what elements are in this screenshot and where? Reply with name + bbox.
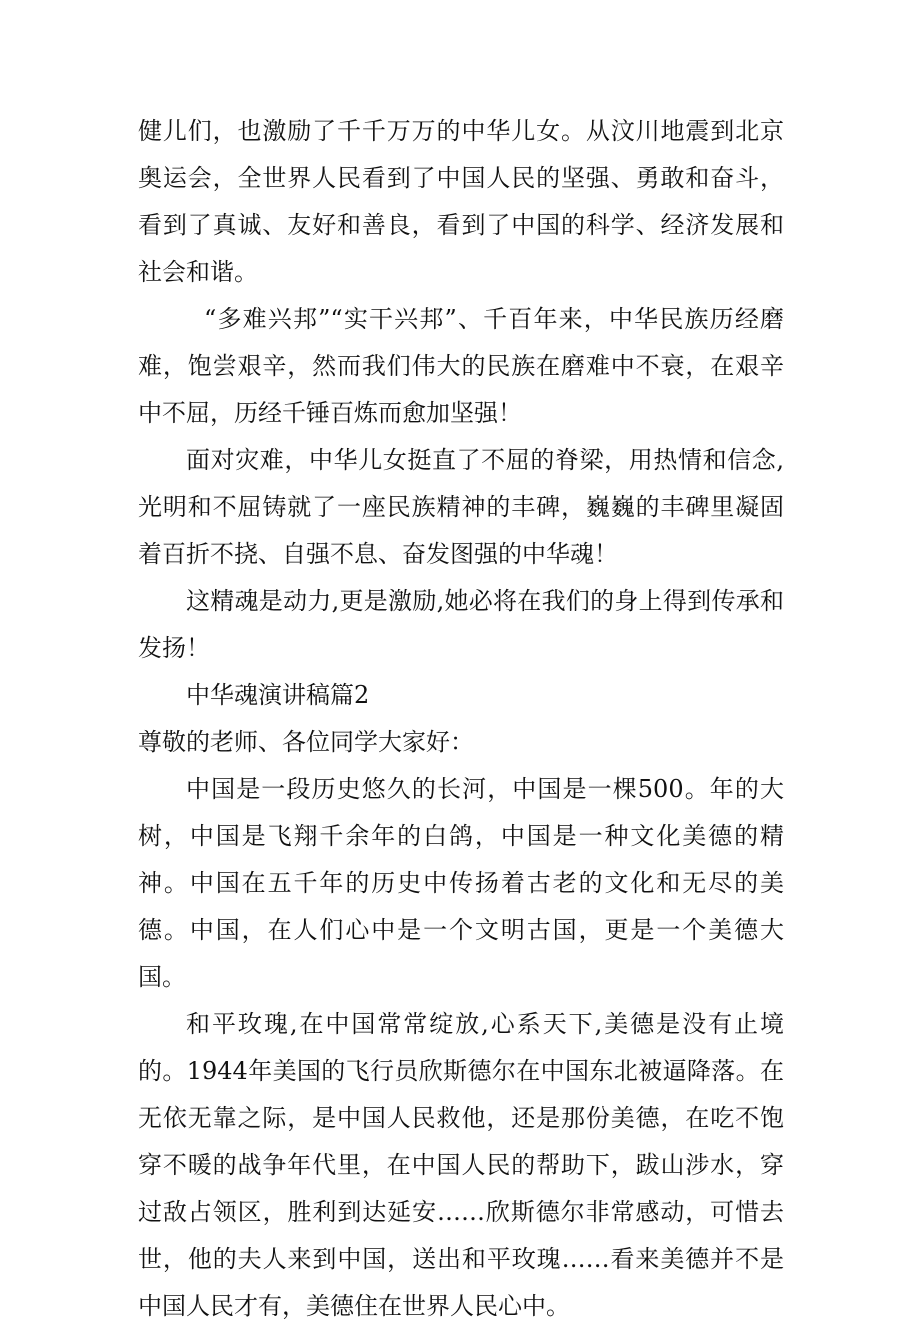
- paragraph-continuation: 健儿们，也激励了千千万万的中华儿女。从汶川地震到北京奥运会，全世界人民看到了中国人民的坚强、勇敢和奋斗，看到了真诚、友好和善良，看到了中国的科学、经济发展和社会和谐。: [138, 117, 784, 286]
- paragraph-duonan-xingbang: “多难兴邦”“实干兴邦”、千百年来，中华民族历经磨难，饱尝艰辛，然而我们伟大的民族在磨难中不衰，在艰辛中不屈，历经千锤百炼而愈加坚强！: [138, 305, 784, 427]
- paragraph-china-river: 中国是一段历史悠久的长河，中国是一棵500。年的大树，中国是飞翔千余年的白鸽，中国是一种文化美德的精神。中国在五千年的历史中传扬着古老的文化和无尽的美德。中国，在人们心中是一个文明古国，更是一个美德大国。: [138, 775, 784, 991]
- section-heading: 中华魂演讲稿篇2: [186, 681, 370, 709]
- document-body: [138, 108, 784, 1330]
- salutation: 尊敬的老师、各位同学大家好：: [138, 728, 474, 756]
- paragraph-spirit-motivation: 这精魂是动力,更是激励,她必将在我们的身上得到传承和发扬！: [138, 587, 784, 662]
- paragraph-peace-rose: 和平玫瑰,在中国常常绽放,心系天下,美德是没有止境的。1944年美国的飞行员欣斯德尔在中国东北被逼降落。在无依无靠之际，是中国人民救他，还是那份美德，在吃不饱穿不暖的战争年代里，在中国人民的帮助下，跋山涉水，穿过敌占领区，胜利到达延安……欣斯德尔非常感动，可惜去世，他的夫人来到中国，送出和平玫瑰……看来美德并不是中国人民才有，美德住在世界人民心中。: [138, 1010, 784, 1320]
- paragraph-facing-disaster: 面对灾难，中华儿女挺直了不屈的脊梁，用热情和信念,光明和不屈铸就了一座民族精神的丰碑，巍巍的丰碑里凝固着百折不挠、自强不息、奋发图强的中华魂！: [138, 446, 784, 568]
